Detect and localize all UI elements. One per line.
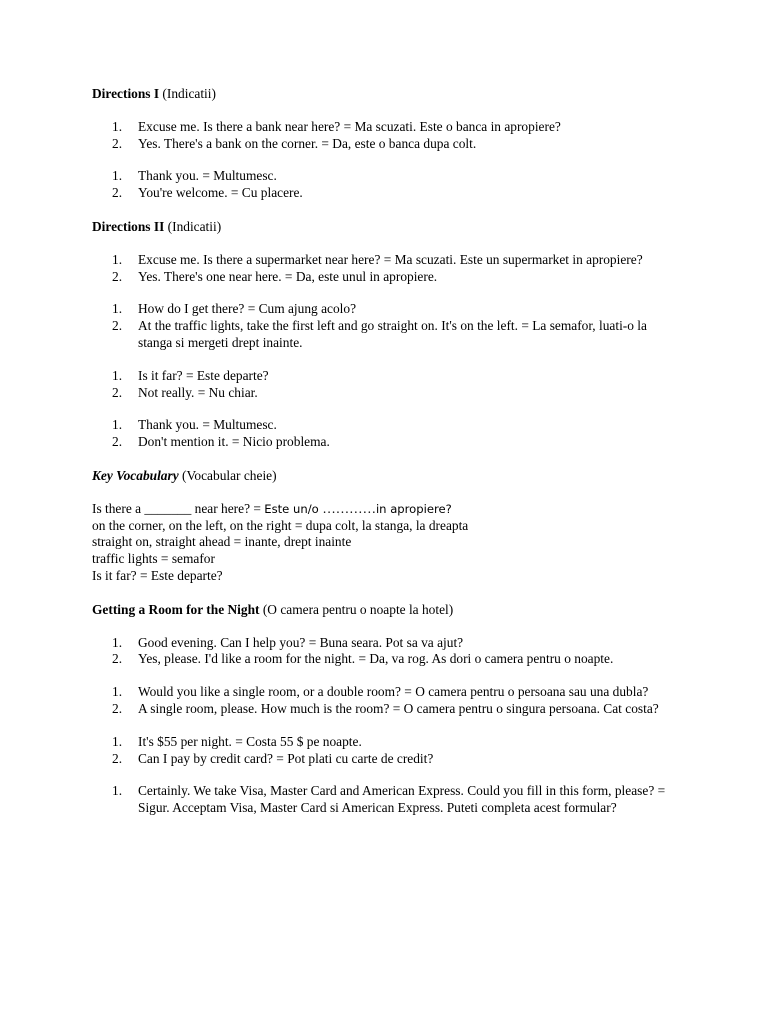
section-heading [92, 219, 682, 236]
heading-title: Directions II [92, 218, 165, 234]
list-item: 1. Certainly. We take Visa, Master Card and American Express. Could you fill in this form, please? = Sigur. Acceptam Visa, Master Card si American Express. Puteti completa acest formular? [112, 783, 666, 816]
list-item: 1. How do I get there? = Cum ajung acolo? [112, 301, 357, 317]
vocabulary-line: straight on, straight ahead = inante, drept inainte [92, 534, 352, 550]
list-item: 2. Can I pay by credit card? = Pot plati cu carte de credit? [112, 750, 434, 766]
dialogue-group [92, 417, 682, 451]
heading-subtitle: (Indicatii) [164, 218, 222, 234]
list-item: 2. Not really. = Nu chiar. [112, 384, 258, 400]
dialogue-group [92, 783, 682, 817]
dialogue-group [92, 734, 682, 768]
dialogue-group [92, 119, 682, 153]
heading-subtitle: (Indicatii) [159, 86, 216, 101]
list-item: 1. Thank you. = Multumesc. [112, 417, 277, 433]
heading-subtitle: (O camera pentru o noapte la hotel) [259, 601, 454, 617]
vocabulary-line: Is it far? = Este departe? [92, 567, 223, 583]
dialogue-group [92, 252, 682, 286]
list-item: 2. You're welcome. = Cu placere. [112, 185, 303, 201]
heading-title: Key Vocabulary [92, 467, 179, 483]
list-item: 1. Thank you. = Multumesc. [112, 168, 277, 184]
dialogue-group [92, 301, 682, 351]
section-key-vocabulary [92, 468, 682, 585]
section-directions-2 [92, 219, 682, 451]
section-heading [92, 602, 682, 619]
list-item: 1. Would you like a single room, or a double room? = O camera pentru o persoana sau una dubla? [112, 684, 649, 700]
list-item: 2. Yes, please. I'd like a room for the night. = Da, va rog. As dori o camera pentru o noapte. [112, 651, 614, 667]
list-item: 2. At the traffic lights, take the first left and go straight on. It's on the left. = La semafor, luati-o la stanga si mergeti drept inainte. [112, 318, 647, 350]
vocabulary-line: Is there a _______ near here? = Este un/o …………in apropiere? [92, 500, 452, 516]
list-item: 1. Good evening. Can I help you? = Buna seara. Pot sa va ajut? [112, 634, 464, 650]
list-item: 2. Yes. There's a bank on the corner. = Da, este o banca dupa colt. [112, 135, 477, 151]
list-item: 1. Is it far? = Este departe? [112, 367, 269, 383]
vocabulary-list [92, 501, 682, 585]
list-item: 2. A single room, please. How much is the room? = O camera pentru o singura persoana. Cat costa? [112, 700, 659, 716]
list-item: 2. Yes. There's one near here. = Da, este unul in apropiere. [112, 268, 438, 284]
dialogue-group [92, 635, 682, 669]
list-item: 1. It's $55 per night. = Costa 55 $ pe noapte. [112, 733, 362, 749]
list-item: 1. Excuse me. Is there a bank near here? = Ma scuzati. Este o banca in apropiere? [112, 118, 561, 134]
vocabulary-line: traffic lights = semafor [92, 551, 215, 567]
dialogue-group [92, 368, 682, 402]
section-heading [92, 86, 682, 103]
heading-title: Getting a Room for the Night [92, 601, 260, 617]
section-hotel-room [92, 602, 682, 817]
vocabulary-line: on the corner, on the left, on the right = dupa colt, la stanga, la dreapta [92, 517, 469, 533]
document-content [92, 86, 682, 834]
heading-subtitle: (Vocabular cheie) [178, 467, 277, 483]
dialogue-group [92, 684, 682, 718]
list-item: 1. Excuse me. Is there a supermarket near here? = Ma scuzati. Este un supermarket in apropiere? [112, 251, 643, 267]
dialogue-group [92, 168, 682, 202]
heading-title: Directions I [92, 86, 160, 101]
section-heading [92, 468, 682, 485]
section-directions-1 [92, 86, 682, 202]
list-item: 2. Don't mention it. = Nicio problema. [112, 434, 330, 450]
